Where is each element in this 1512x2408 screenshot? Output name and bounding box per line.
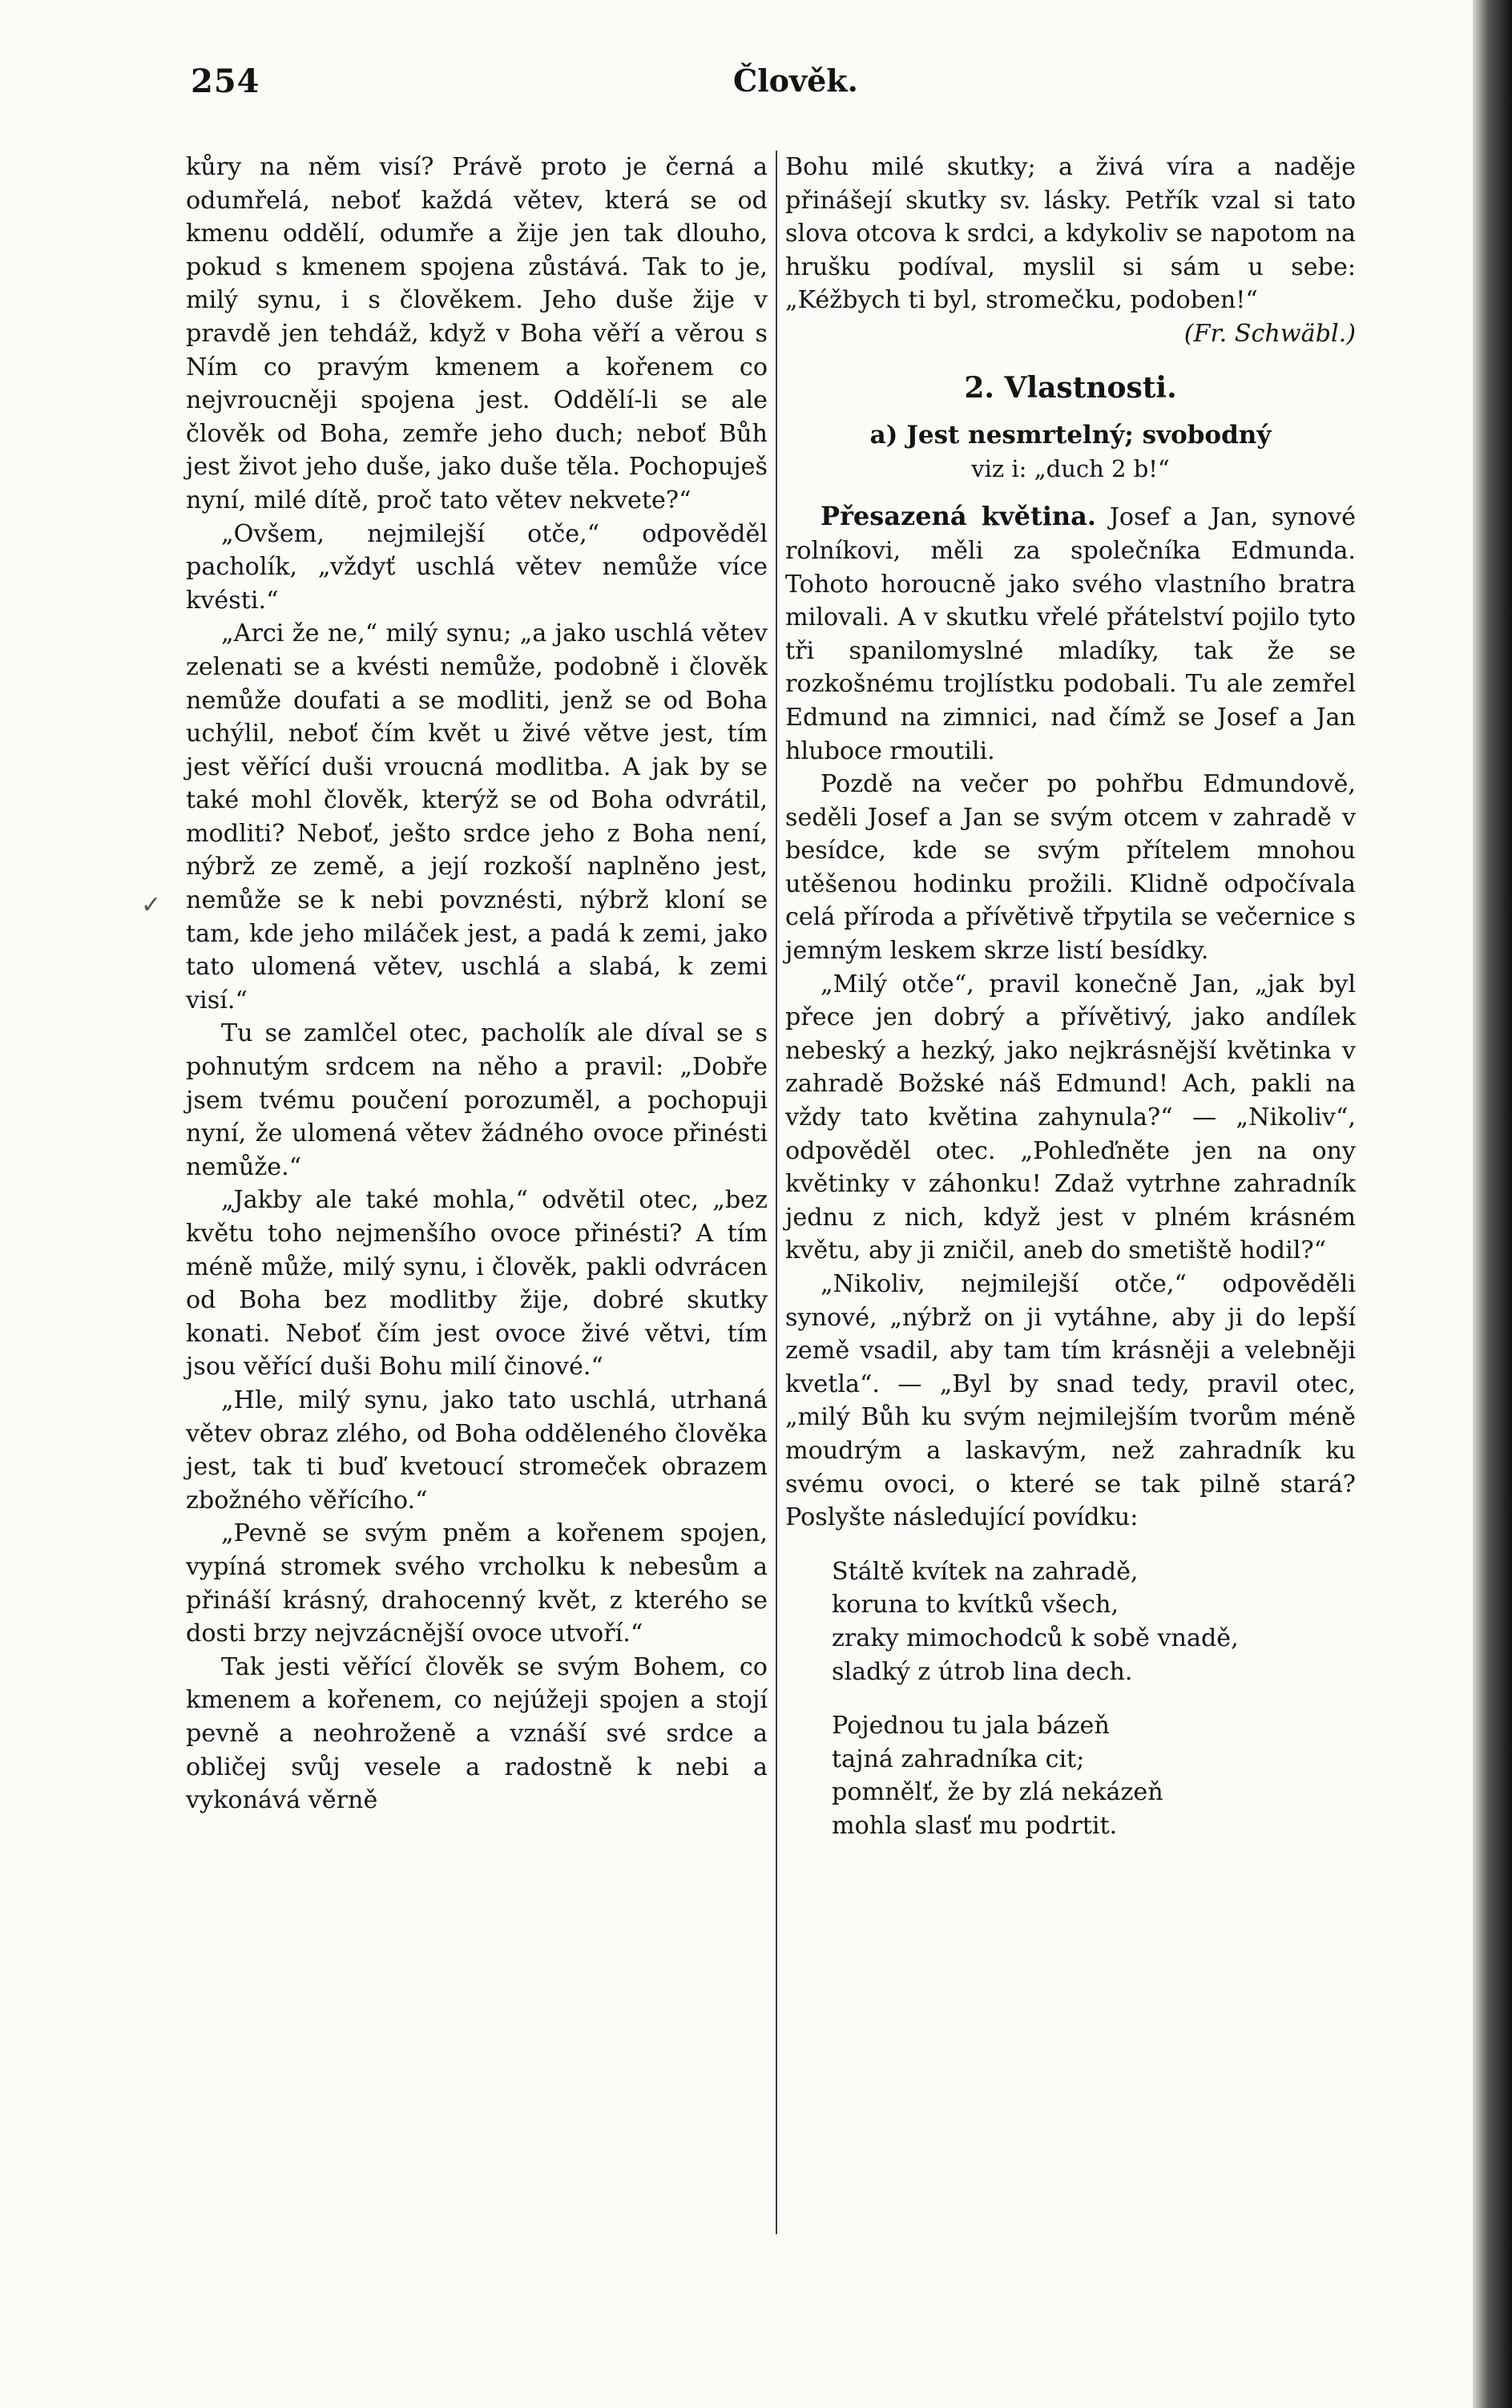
- poem: [832, 1555, 1356, 1843]
- intro-text: Bohu milé skutky; a živá víra a naděje přinášejí skutky sv. lásky. Petřík vzal si tato slova otcova k srdci, a kdykoliv se napotom na hrušku podíval, myslil si sám u sebe: „Kéžbych ti byl, stromečku, podoben!“: [785, 153, 1356, 315]
- poem-line: pomnělť, že by zlá nekázeň: [832, 1778, 1163, 1807]
- paragraph: „Pevně se svým pněm a kořenem spojen, vypíná stromek svého vrcholku k nebesům a přináší krásný, drahocenný květ, z kterého se dosti brzy nejvzácnější ovoce utvoří.“: [186, 1519, 768, 1648]
- paragraph: „Jakby ale také mohla,“ odvětil otec, „bez květu toho nejmenšího ovoce přinésti? A tím méně může, milý synu, i člověk, pakli odvrácen od Boha bez modlitby žije, dobré skutky konati. Neboť čím jest ovoce živé větvi, tím jsou věřící duši Bohu milí činové.“: [186, 1186, 768, 1381]
- poem-line: mohla slasť mu podrtit.: [832, 1811, 1118, 1840]
- left-column: [186, 151, 768, 1817]
- paragraph: kůry na něm visí? Právě proto je černá a odumřelá, neboť každá větev, která se od kmenu oddělí, odumře a žije jen tak dlouho, pokud s kmenem spojena zůstává. Tak to je, milý synu, i s člověkem. Jeho duše žije v pravdě jen tehdáž, když v Boha věří a věrou s Ním co pravým kmenem a kořenem co nejvroucněji spojena jest. Oddělí-li se ale člověk od Boha, zemře jeho duch; neboť Bůh jest život jeho duše, jako duše těla. Pochopuješ nyní, milé dítě, proč tato větev nekvete?“: [186, 153, 768, 514]
- poem-line: Stáltě kvítek na zahradě,: [832, 1557, 1139, 1586]
- running-title: Člověk.: [733, 63, 858, 99]
- page-edge-shadow: [1473, 0, 1512, 2408]
- subsection-reference: viz i: „duch 2 b!“: [971, 454, 1170, 482]
- paragraph: Tak jesti věřící člověk se svým Bohem, co kmenem a kořenem, co nejúžeji spojen a stojí pevně a neohroženě a vznáší své srdce a obličej svůj vesele a radostně k nebi a vykonává věrně: [186, 1652, 768, 1815]
- poem-line: zraky mimochodců k sobě vnadě,: [832, 1623, 1239, 1652]
- poem-line: koruna to kvítků všech,: [832, 1591, 1119, 1619]
- paragraph: [785, 151, 1356, 348]
- story-text: Josef a Jan, synové rolníkovi, měli za společníka Edmunda. Tohoto horoucně jako svého vlastního bratra milovali. A v skutku vřelé přátelství pojilo tyto tři spanilomyslné mladíky, tak že se rozkošnému trojlístku podobali. Tu ale zemřel Edmund na zimnici, nad čímž se Josef a Jan hluboce rmoutili.: [785, 503, 1356, 765]
- margin-mark: ✓: [141, 891, 162, 919]
- paragraph: „Arci že ne,“ milý synu; „a jako uschlá větev zelenati se a kvésti nemůže, podobně i člověk nemůže doufati a se modliti, jenž se od Boha uchýlil, neboť čím květ u živé větve jest, tím jest věřící duši vroucná modlitba. A jak by se také mohl člověk, kterýž se od Boha odvrátil, modliti? Neboť, ješto srdce jeho z Boha není, nýbrž ze země, a její rozkoší naplněno jest, nemůže se k nebi povznésti, nýbrž kloní se tam, kde jeho miláček jest, a padá k zemi, jako tato ulomená větev, uschlá a slabá, k zemi visí.“: [186, 619, 768, 1014]
- paragraph: „Ovšem, nejmilejší otče,“ odpověděl pacholík, „vždyť uschlá větev nemůže více kvésti.“: [186, 519, 768, 615]
- attribution: (Fr. Schwäbl.): [1183, 319, 1356, 348]
- paragraph: Pozdě na večer po pohřbu Edmundově, seděli Josef a Jan se svým otcem v zahradě v besídce, kde se svým přítelem mnohou utěšenou hodinku prožili. Klidně odpočívala celá příroda a přívětivě třpytila se večernice s jemným leskem skrze listí besídky.: [785, 770, 1356, 966]
- paragraph: Tu se zamlčel otec, pacholík ale díval se s pohnutým srdcem na něho a pravil: „Dobře jsem tvému poučení porozuměl, a pochopuji nyní, že ulomená větev žádného ovoce přinésti nemůže.“: [186, 1019, 768, 1181]
- poem-line: Pojednou tu jala bázeň: [832, 1712, 1110, 1740]
- paragraph: „Nikoliv, nejmilejší otče,“ odpověděli synové, „nýbrž on ji vytáhne, aby ji do lepší země vsadil, aby tam tím krásněji a velebněji kvetla“. — „Byl by snad tedy, pravil otec, „milý Bůh ku svým nejmilejším tvorům méně moudrým a laskavým, než zahradník ku svému ovoci, o které se tak pilně stará? Poslyšte následující povídku:: [785, 1270, 1356, 1532]
- poem-line: sladký z útrob lina dech.: [832, 1657, 1133, 1686]
- poem-stanza: [832, 1555, 1356, 1688]
- right-column: [785, 151, 1356, 1864]
- column-divider: [776, 151, 777, 2234]
- section-heading: 2. Vlastnosti.: [964, 370, 1177, 405]
- poem-line: tajná zahradníka cit;: [832, 1744, 1085, 1773]
- paragraph: [785, 500, 1356, 768]
- subsection-heading: a) Jest nesmrtelný; svobodný: [869, 421, 1272, 450]
- paragraph: „Hle, milý synu, jako tato uschlá, utrhaná větev obraz zlého, od Boha odděleného člověka jest, tak ti buď kvetoucí stromeček obrazem zbožného věřícího.“: [186, 1386, 768, 1515]
- paragraph: „Milý otče“, pravil konečně Jan, „jak byl přece jen dobrý a přívětivý, jako andílek nebeský a hezký, jako nejkrásnější květinka v zahradě Božské náš Edmund! Ach, pakli na vždy tato květina zahynula?“ — „Nikoliv“, odpověděl otec. „Pohleďněte jen na ony květinky v záhonku! Zdaž vytrhne zahradník jednu z nich, když jest v plném krásném květu, aby ji zničil, aneb do smetiště hodil?“: [785, 970, 1356, 1265]
- poem-stanza: [832, 1709, 1356, 1842]
- page-number: 254: [191, 63, 260, 100]
- story-title: Přesazená květina.: [821, 501, 1097, 532]
